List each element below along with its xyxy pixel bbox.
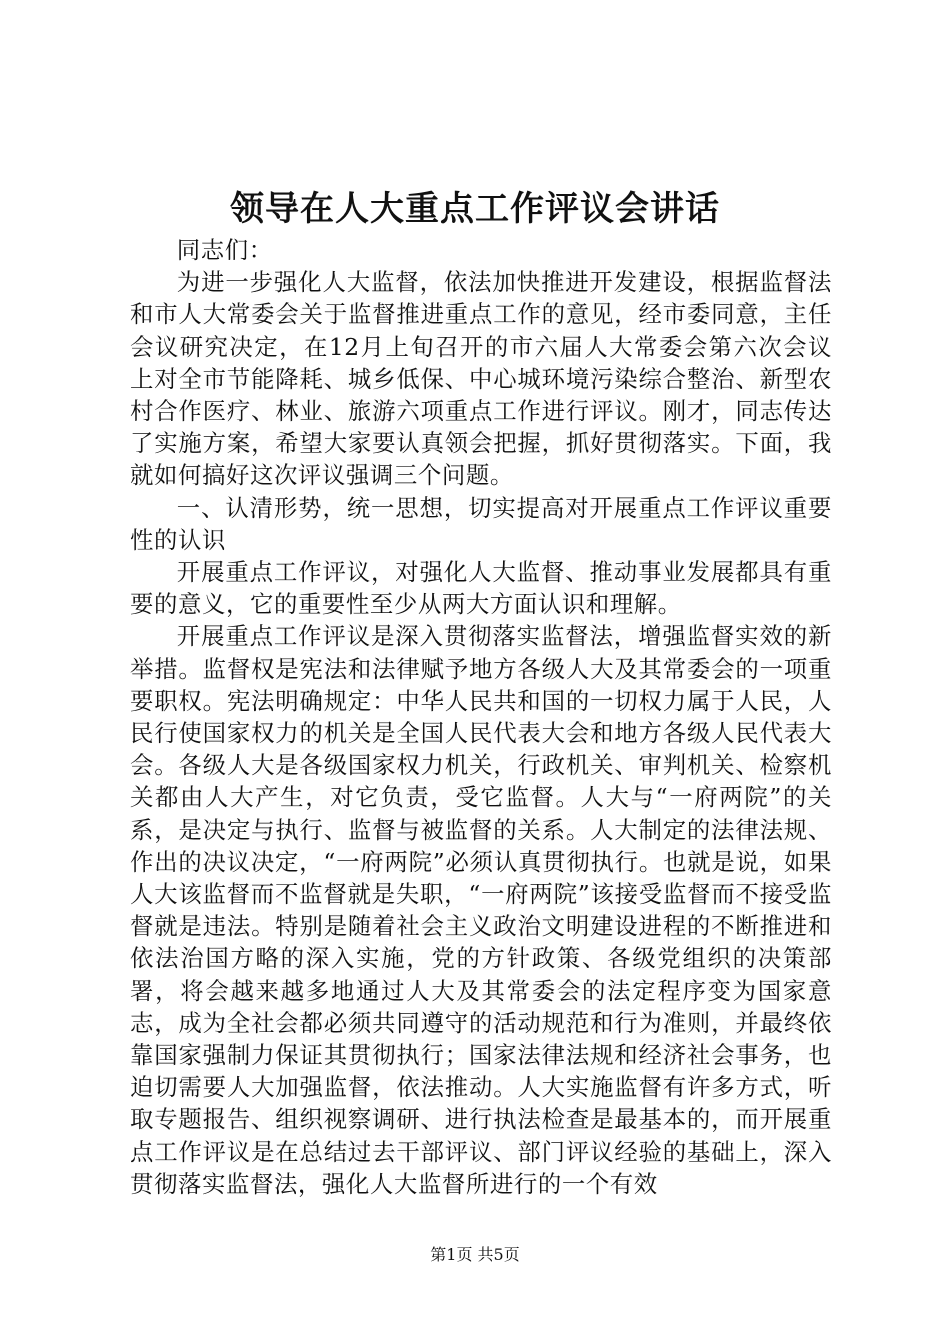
page-footer: 第1页 共5页 <box>430 1245 520 1264</box>
document-body <box>130 234 832 1200</box>
section-heading-1: 一、认清形势，统一思想，切实提高对开展重点工作评议重要性的认识 <box>130 493 832 554</box>
document-title: 领导在人大重点工作评议会讲话 <box>230 189 720 229</box>
paragraph-intro: 为进一步强化人大监督，依法加快推进开发建设，根据监督法和市人大常委会关于监督推进重点工作的意见，经市委同意，主任会议研究决定，在12月上旬召开的市六届人大常委会第六次会议上对全市节能降耗、城乡低保、中心城环境污染综合整治、新型农村合作医疗、林业、旅游六项重点工作进行评议。刚才，同志传达了实施方案，希望大家要认真领会把握，抓好贯彻落实。下面，我就如何搞好这次评议强调三个问题。 <box>130 268 832 490</box>
salutation: 同志们： <box>176 236 273 264</box>
paragraph: 开展重点工作评议，对强化人大监督、推动事业发展都具有重要的意义，它的重要性至少从两大方面认识和理解。 <box>130 558 832 619</box>
paragraph: 开展重点工作评议是深入贯彻落实监督法，增强监督实效的新举措。监督权是宪法和法律赋予地方各级人大及其常委会的一项重要职权。宪法明确规定：中华人民共和国的一切权力属于人民，人民行使国家权力的机关是全国人民代表大会和地方各级人民代表大会。各级人大是各级国家权力机关，行政机关、审判机关、检察机关都由人大产生，对它负责，受它监督。人大与“一府两院”的关系，是决定与执行、监督与被监督的关系。人大制定的法律法规、作出的决议决定，“一府两院”必须认真贯彻执行。也就是说，如果人大该监督而不监督就是失职，“一府两院”该接受监督而不接受监督就是违法。特别是随着社会主义政治文明建设进程的不断推进和依法治国方略的深入实施，党的方针政策、各级党组织的决策部署，将会越来越多地通过人大及其常委会的法定程序变为国家意志，成为全社会都必须共同遵守的活动规范和行为准则，并最终依靠国家强制力保证其贯彻执行；国家法律法规和经济社会事务，也迫切需要人大加强监督，依法推动。人大实施监督有许多方式，听取专题报告、组织视察调研、进行执法检查是最基本的，而开展重点工作评议是在总结过去干部评议、部门评议经验的基础上，深入贯彻落实监督法，强化人大监督所进行的一个有效 <box>130 622 832 1198</box>
